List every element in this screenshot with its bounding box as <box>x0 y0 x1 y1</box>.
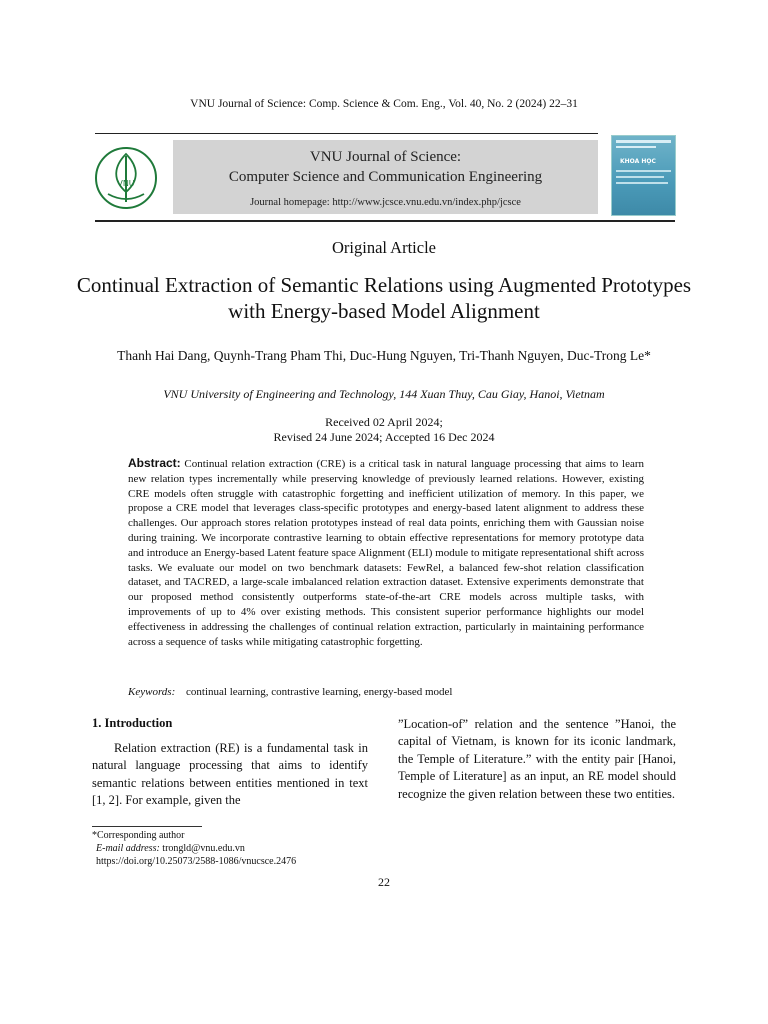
author-list: Thanh Hai Dang, Quynh-Trang Pham Thi, Duc-Hung Nguyen, Tri-Thanh Nguyen, Duc-Trong Le* <box>117 348 651 363</box>
vnu-logo-icon <box>94 146 158 210</box>
page-number: 22 <box>378 875 390 889</box>
header-rule-top <box>95 133 598 134</box>
keywords <box>128 686 644 698</box>
received-date: Received 02 April 2024; <box>325 415 443 429</box>
abstract-label: Abstract: <box>128 456 181 470</box>
keywords-label: Keywords: <box>128 686 176 698</box>
journal-cover-icon <box>611 135 676 216</box>
paper-title: Continual Extraction of Semantic Relations using Augmented Prototypes with Energy-based Model Alignment <box>76 273 692 323</box>
article-dates <box>60 415 708 445</box>
journal-homepage: Journal homepage: http://www.jcsce.vnu.edu.vn/index.php/jcsce <box>250 197 521 208</box>
intro-right-column: ”Location-of” relation and the sentence ”Hanoi, the capital of Vietnam, is known for its iconic landmark, the Temple of Literature.” with the entity pair [Hanoi, Temple of Literature] as an input, an RE model should recognize the given relation between these two entities. <box>398 717 676 801</box>
email-address[interactable]: trongld@vnu.edu.vn <box>162 843 245 854</box>
abstract <box>128 456 644 649</box>
footnote-email <box>96 843 245 854</box>
footnote-rule <box>92 826 202 827</box>
cover-label: KHOA HỌC <box>620 158 656 165</box>
header-rule-bottom <box>95 220 675 222</box>
intro-left-column: Relation extraction (RE) is a fundamental task in natural language processing that aims to identify semantic relations between entities mentioned in text [1, 2]. For example, given the <box>92 741 368 808</box>
journal-banner <box>173 140 598 214</box>
banner-title-line2: Computer Science and Communication Engineering <box>228 169 543 185</box>
article-type: Original Article <box>331 238 436 257</box>
svg-text:VNU: VNU <box>117 179 135 188</box>
revised-accepted-date: Revised 24 June 2024; Accepted 16 Dec 2024 <box>273 430 495 444</box>
email-label: E-mail address: <box>96 843 160 854</box>
footnote-corresponding: *Corresponding author <box>92 830 185 841</box>
affiliation: VNU University of Engineering and Technology, 144 Xuan Thuy, Cau Giay, Hanoi, Vietnam <box>163 387 605 401</box>
abstract-text: Continual relation extraction (CRE) is a critical task in natural language processing that aims to learn new relation types incrementally while preserving knowledge of previously learned relations. However, existing CRE models often struggle with catastrophic forgetting and inefficient utilization of memory. In this paper, we propose a CRE model that leverages class-specific prototypes and energy-based latent alignment to address these challenges. Our approach stores relation prototypes instead of real data points, enriching them with Gaussian noise during training. We incorporate contrastive learning to obtain effective representations for memory prototype data and introduce an Energy-based Latent feature space Alignment (ELI) module to mitigate representational shift across tasks. We evaluate our model on two benchmark datasets: FewRel, a balanced few-shot relation classification dataset, and TACRED, a large-scale imbalanced relation extraction dataset. Extensive experiments demonstrate that our proposed method consistently outperforms state-of-the-art CRE models across multiple tasks, with improvements of up to 4% over existing methods. This consistent superior performance highlights our model effectiveness in addressing the challenges of continual relation extraction, particularly in maintaining performance across a sequence of tasks while mitigating catastrophic forgetting. <box>128 458 644 648</box>
keywords-text: continual learning, contrastive learning, energy-based model <box>186 686 453 698</box>
section-heading-introduction: 1. Introduction <box>92 716 173 730</box>
running-head: VNU Journal of Science: Comp. Science & Com. Eng., Vol. 40, No. 2 (2024) 22–31 <box>190 98 578 110</box>
banner-title-line1: VNU Journal of Science: <box>309 149 462 165</box>
footnote-doi[interactable]: https://doi.org/10.25073/2588-1086/vnucsce.2476 <box>96 856 297 867</box>
